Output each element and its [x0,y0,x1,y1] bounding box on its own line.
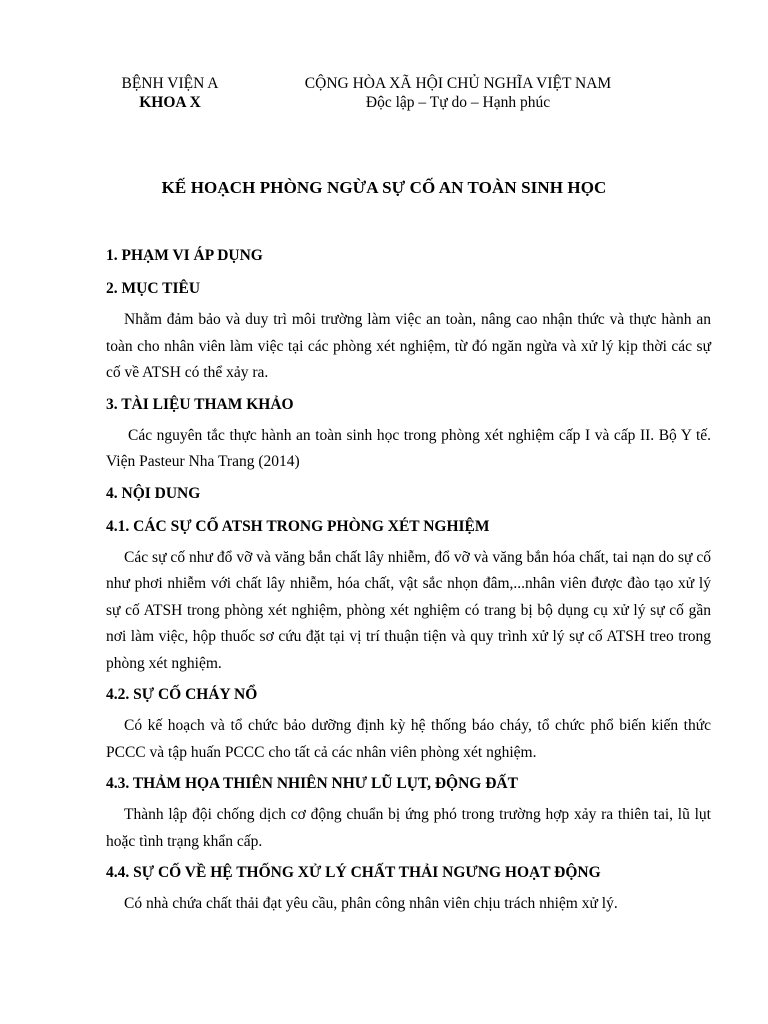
national-motto: Độc lập – Tự do – Hạnh phúc [365,94,551,111]
section-text-objective: Nhằm đảm bảo và duy trì môi trường làm việc an toàn, nâng cao nhận thức và thực hành an toàn cho nhân viên làm việc tại các phòng xét nghiệm, từ đó ngăn ngừa và xử lý kịp thời các sự cố về ATSH có thể xảy ra. [106,311,711,381]
national-header [268,74,648,112]
section-heading-waste-system: 4.4. SỰ CỐ VỀ HỆ THỐNG XỬ LÝ CHẤT THẢI NGƯNG HOẠT ĐỘNG [106,864,601,881]
section-heading-natural-disaster: 4.3. THẢM HỌA THIÊN NHIÊN NHƯ LŨ LỤT, ĐỘNG ĐẤT [106,775,518,792]
national-title: CỘNG HÒA XÃ HỘI CHỦ NGHĨA VIỆT NAM [304,75,612,92]
section-text-fire-explosion: Có kế hoạch và tổ chức bảo dưỡng định kỳ hệ thống báo cháy, tổ chức phổ biến kiến thức PCCC và tập huấn PCCC cho tất cả các nhân viên phòng xét nghiệm. [106,717,711,761]
section-heading-content: 4. NỘI DUNG [106,484,201,502]
section-text-biosafety-incidents: Các sự cố như đổ vỡ và văng bắn chất lây nhiễm, đổ vỡ và văng bắn hóa chất, tai nạn do sự cố như phơi nhiễm với chất lây nhiễm, hóa chất, vật sắc nhọn đâm,...nhân viên được đào tạo xử lý sự cố ATSH trong phòng xét nghiệm, phòng xét nghiệm có trang bị bộ dụng cụ xử lý sự cố gần nơi làm việc, hộp thuốc sơ cứu đặt tại vị trí thuận tiện và quy trình xử lý sự cố ATSH treo trong phòng xét nghiệm. [106,548,711,672]
section-heading-scope: 1. PHẠM VI ÁP DỤNG [106,247,263,264]
department-name: KHOA X [139,94,201,111]
section-heading-fire-explosion: 4.2. SỰ CỐ CHÁY NỔ [106,686,258,703]
hospital-header [98,74,242,112]
document-body [106,245,711,925]
section-text-waste-system: Có nhà chứa chất thải đạt yêu cầu, phân công nhân viên chịu trách nhiệm xử lý. [124,895,618,912]
section-text-references: Các nguyên tắc thực hành an toàn sinh học trong phòng xét nghiệm cấp I và cấp II. Bộ Y tế. Viện Pasteur Nha Trang (2014) [106,426,711,470]
document-title: KẾ HOẠCH PHÒNG NGỪA SỰ CỐ AN TOÀN SINH HỌC [161,178,607,197]
section-heading-objective: 2. MỤC TIÊU [106,280,201,297]
section-heading-biosafety-incidents: 4.1. CÁC SỰ CỐ ATSH TRONG PHÒNG XÉT NGHIỆM [106,517,490,535]
hospital-name: BỆNH VIỆN A [121,75,219,92]
section-text-natural-disaster: Thành lập đội chống dịch cơ động chuẩn bị ứng phó trong trường hợp xảy ra thiên tai, lũ lụt hoặc tình trạng khẩn cấp. [106,806,711,850]
section-heading-references: 3. TÀI LIỆU THAM KHẢO [106,395,294,413]
